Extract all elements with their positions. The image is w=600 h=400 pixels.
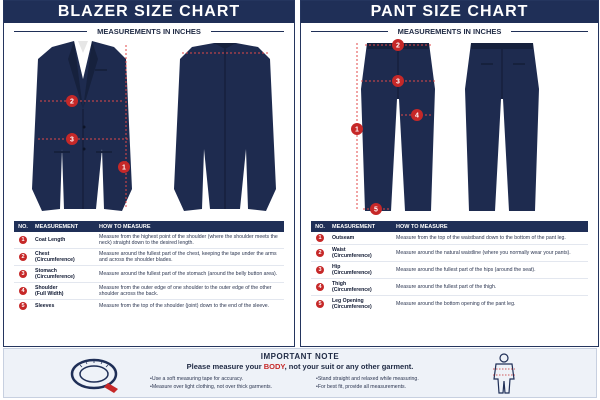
pant-illustration — [301, 39, 598, 217]
row-how: Measure around the bottom opening of the pant leg. — [396, 301, 516, 307]
row-how: Measure from the top of the shoulder (joint) down to the end of the sleeve. — [99, 303, 270, 309]
table-row — [14, 249, 284, 266]
table-row — [14, 232, 284, 249]
row-measurement: Coat Length — [32, 232, 96, 249]
blazer-subtitle: MEASUREMENTS IN INCHES — [4, 23, 294, 39]
pant-subtitle: MEASUREMENTS IN INCHES — [301, 23, 598, 39]
col-how: HOW TO MEASURE — [96, 221, 284, 232]
row-how: Measure from the top of the waistband down to the bottom of the pant leg. — [393, 232, 588, 245]
important-note — [3, 348, 597, 398]
row-number: 3 — [19, 270, 27, 278]
row-number: 1 — [316, 234, 324, 242]
row-how: Measure around the fullest part of the stomach (around the belly button area). — [96, 266, 284, 283]
pant-table — [311, 221, 588, 312]
row-measurement: Sleeves — [35, 303, 55, 309]
row-number: 4 — [316, 283, 324, 291]
pant-front — [361, 43, 435, 211]
row-number: 5 — [316, 300, 324, 308]
row-measurement: Thigh (Circumference) — [329, 279, 393, 296]
marker-2: 2 — [396, 42, 400, 50]
note-main: Please measure your BODY, not your suit or any other garment. — [186, 362, 414, 371]
note-tips-left — [150, 375, 272, 391]
marker-5: 5 — [374, 206, 378, 214]
row-how: Measure around the fullest part of the chest, keeping the tape under the arms and across the shoulder blades. — [96, 249, 284, 266]
blazer-table — [14, 221, 284, 312]
table-row — [14, 266, 284, 283]
marker-3: 3 — [396, 78, 400, 86]
marker-4: 4 — [415, 112, 419, 120]
blazer-back — [174, 43, 276, 211]
pant-back — [465, 43, 539, 211]
blazer-panel — [3, 0, 295, 347]
row-how: Measure around the fullest part of the hips (around the seat). — [393, 262, 588, 279]
table-row — [311, 296, 588, 313]
pant-panel — [300, 0, 599, 347]
row-number: 1 — [19, 236, 27, 244]
tip: • For best fit, provide all measurements. — [316, 383, 419, 391]
col-measurement: MEASUREMENT — [329, 221, 393, 232]
row-number: 2 — [316, 249, 324, 257]
note-tips-right — [316, 375, 419, 391]
row-how: Measure from the highest point of the shoulder (where the shoulder meets the neck) straight down to the desired length. — [96, 232, 284, 249]
blazer-illustration — [4, 39, 294, 217]
col-how: HOW TO MEASURE — [393, 221, 588, 232]
table-row — [14, 283, 284, 300]
col-measurement: MEASUREMENT — [32, 221, 96, 232]
table-row — [311, 245, 588, 262]
tip: • Measure over light clothing, not over thick garments. — [150, 383, 272, 391]
blazer-title: BLAZER SIZE CHART — [4, 1, 294, 23]
blazer-front — [32, 41, 132, 211]
row-measurement: Shoulder (Full Width) — [32, 283, 96, 300]
marker-1: 1 — [355, 126, 359, 134]
row-measurement: Stomach (Circumference) — [32, 266, 96, 283]
table-row — [311, 262, 588, 279]
row-measurement: Hip (Circumference) — [329, 262, 393, 279]
row-number: 5 — [19, 302, 27, 310]
marker-2: 2 — [70, 98, 74, 106]
row-measurement: Chest (Circumference) — [32, 249, 96, 266]
note-title: IMPORTANT NOTE — [260, 352, 340, 361]
row-how: Measure around the natural waistline (where you normally wear your pants). — [393, 245, 588, 262]
pant-drawing — [301, 39, 598, 217]
row-number: 2 — [19, 253, 27, 261]
col-no: NO. — [14, 221, 32, 232]
marker-1: 1 — [122, 164, 126, 172]
table-row — [311, 232, 588, 245]
row-measurement: Outseam — [329, 232, 393, 245]
pant-title: PANT SIZE CHART — [301, 1, 598, 23]
row-number: 4 — [19, 287, 27, 295]
col-no: NO. — [311, 221, 329, 232]
tip: • Use a soft measuring tape for accuracy. — [150, 375, 272, 383]
marker-3: 3 — [70, 136, 74, 144]
table-row — [14, 300, 284, 313]
table-row — [311, 279, 588, 296]
human-figure-icon — [484, 353, 524, 395]
row-measurement: Waist (Circumference) — [329, 245, 393, 262]
blazer-drawing — [4, 39, 294, 217]
tip: • Stand straight and relaxed while measuring. — [316, 375, 419, 383]
row-measurement: Leg Opening (Circumference) — [332, 298, 372, 310]
row-how: Measure around the fullest part of the thigh. — [393, 279, 588, 296]
row-how: Measure from the outer edge of one shoulder to the outer edge of the other shoulder across the back. — [96, 283, 284, 300]
row-number: 3 — [316, 266, 324, 274]
